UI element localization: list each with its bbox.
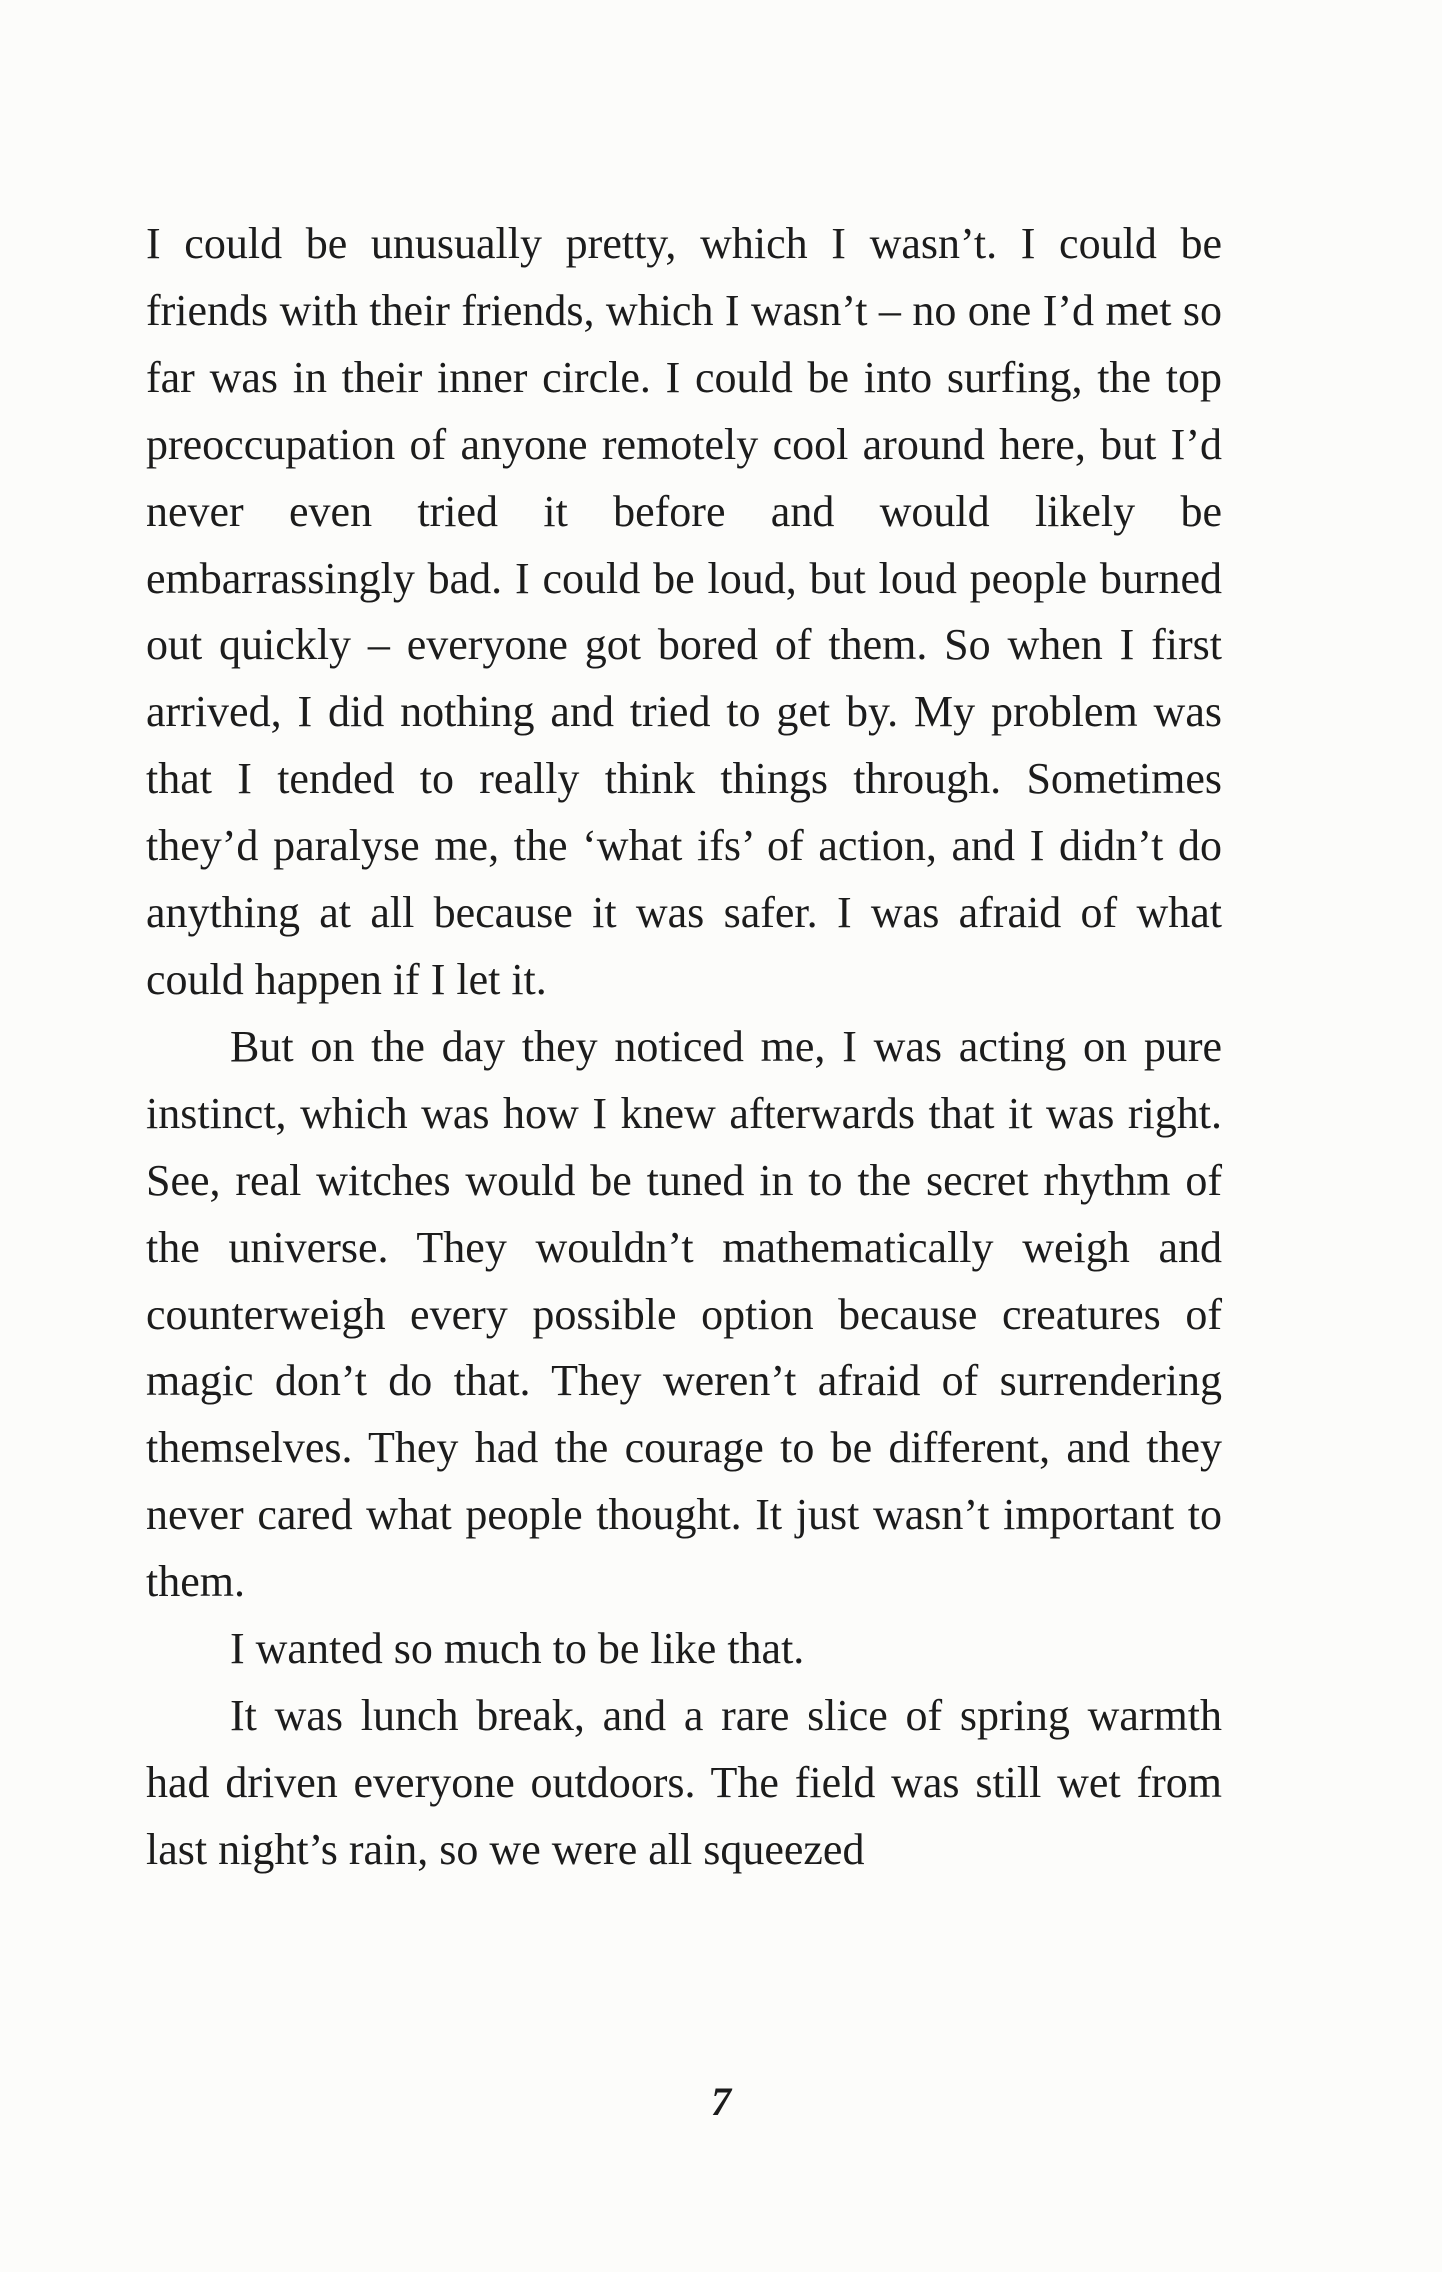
body-text bbox=[146, 211, 1222, 1884]
paragraph-4: It was lunch break, and a rare slice of spring warmth had driven everyone outdoors. The field was still wet from last night’s rain, so we were all squeezed bbox=[146, 1690, 1222, 1874]
paragraph-1: I could be unusually pretty, which I wasn’t. I could be friends with their friends, which I wasn’t – no one I’d met so far was in their inner circle. I could be into surfing, the top preoccupation of anyone remotely cool around here, but I’d never even tried it before and would likely be embarrassingly bad. I could be loud, but loud people burned out quickly – everyone got bored of them. So when I first arrived, I did nothing and tried to get by. My problem was that I tended to really think things through. Sometimes they’d paralyse me, the ‘what ifs’ of action, and I didn’t do anything at all because it was safer. I was afraid of what could happen if I let it. bbox=[146, 219, 1222, 1004]
paragraph-3: I wanted so much to be like that. bbox=[230, 1624, 805, 1674]
paragraph-2: But on the day they noticed me, I was acting on pure instinct, which was how I knew afterwards that it was right. See, real witches would be tuned in to the secret rhythm of the universe. They wouldn’t mathematically weigh and counterweigh every possible option because creatures of magic don’t do that. They weren’t afraid of surrendering themselves. They had the courage to be different, and they never cared what people thought. It just wasn’t important to them. bbox=[146, 1021, 1222, 1607]
page-number: 7 bbox=[711, 2079, 731, 2124]
